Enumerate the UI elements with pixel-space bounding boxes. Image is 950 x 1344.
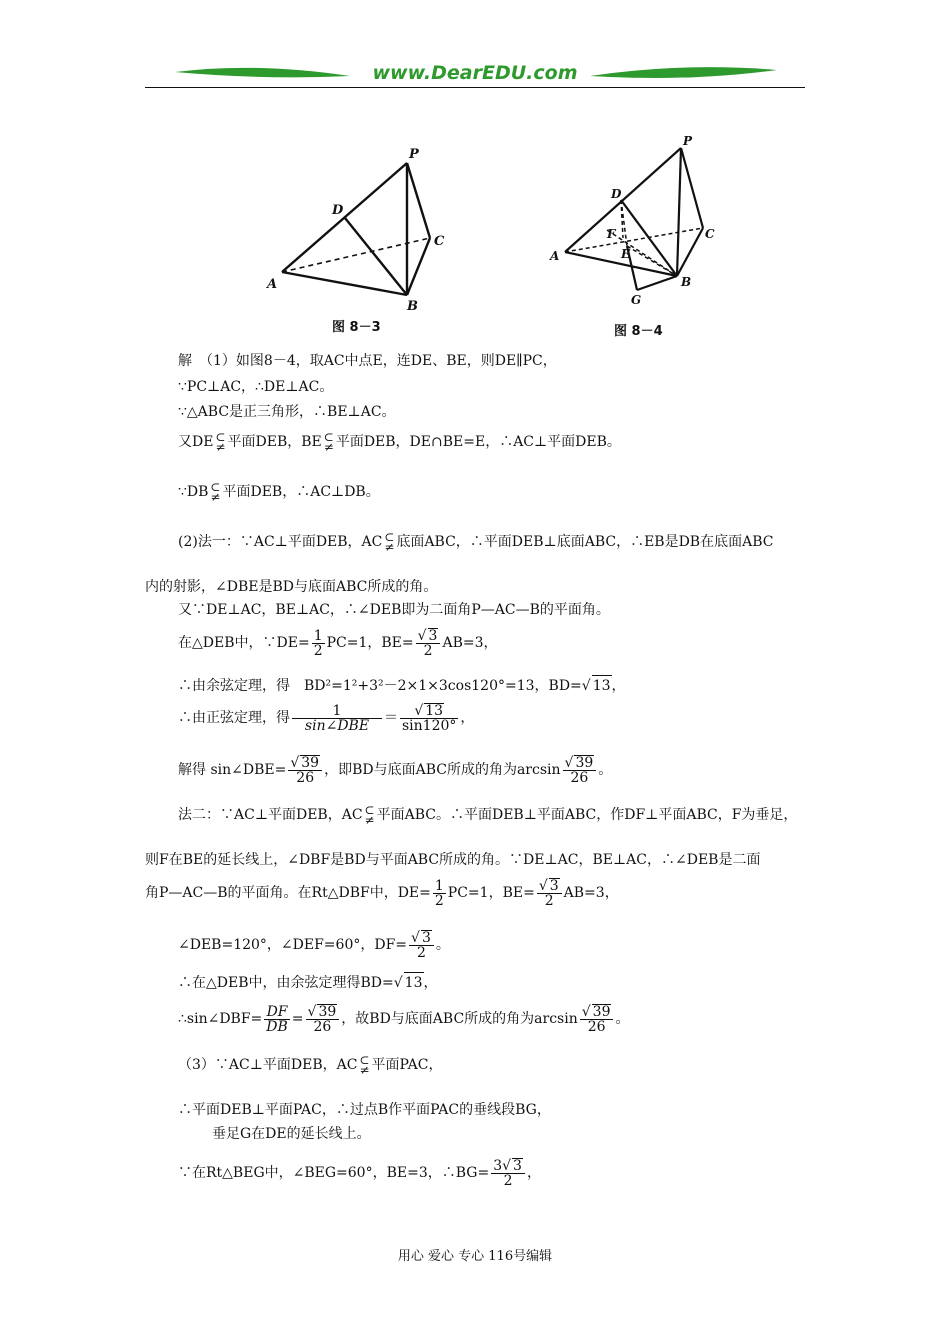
fraction-sqrt39-over-26: $\frac{√ 39}{26}$ xyxy=(288,755,322,785)
label-b: B xyxy=(681,275,692,289)
fraction-sqrt3-over-2: $\frac{√ 3}{2}$ xyxy=(409,930,434,960)
figure-8-3 xyxy=(262,140,462,340)
line-5: ∵DB ⊂ ≠ 平面DEB，∴AC⊥DB。 xyxy=(178,480,380,504)
line-21: 垂足G在DE的延长线上。 xyxy=(212,1126,371,1142)
fraction-df-over-db: $\frac{DF}{DB}$ xyxy=(266,1003,288,1035)
label-c: C xyxy=(434,234,445,249)
header-banner xyxy=(145,60,805,90)
fraction-one-half: $\frac{1}{2}$ xyxy=(313,627,323,659)
fraction-sqrt39-over-26: $\frac{√ 39}{26}$ xyxy=(306,1004,340,1034)
label-c: C xyxy=(705,227,715,241)
line-22: ∵在Rt△BEG中，∠BEG=60°，BE=3，∴BG= $\frac{3√ 3}{2}$ ， xyxy=(178,1158,541,1189)
fraction-sqrt3-over-2: $\frac{√ 3}{2}$ xyxy=(416,628,441,658)
line-15: 角P—AC—B的平面角。在Rt△DBF中，DE= $\frac{1}{2}$ PC=1，BE= $\frac{√ 3}{2}$ AB=3， xyxy=(145,877,619,909)
label-f: F xyxy=(607,227,616,241)
fraction-3sqrt3-over-2: $\frac{3√ 3}{2}$ xyxy=(491,1158,525,1188)
line-1: 解 （1）如图8－4，取AC中点E，连DE、BE，则DE∥PC， xyxy=(178,353,557,369)
figure-8-3-caption: 图 8－3 xyxy=(332,320,381,335)
label-d: D xyxy=(611,187,622,201)
line-16: ∠DEB=120°，∠DEF=60°，DF= $\frac{√ 3}{2}$ 。 xyxy=(178,930,450,961)
subset-symbol: ⊂ ≠ xyxy=(323,430,334,454)
fraction-sqrt3-over-2: $\frac{√ 3}{2}$ xyxy=(537,878,562,908)
line-19: （3）∵AC⊥平面DEB，AC ⊂ ≠ 平面PAC， xyxy=(178,1053,443,1077)
fraction-1-over-sin-dbe: $\frac{1}{\text{sin∠DBE}}$ xyxy=(292,704,382,733)
line-9: 在△DEB中，∵DE= $\frac{1}{2}$ PC=1，BE= $\frac{√ 3}{2}$ AB=3， xyxy=(178,627,498,659)
label-b: B xyxy=(407,299,418,314)
label-a: A xyxy=(267,277,278,292)
label-d: D xyxy=(332,203,344,218)
line-13: 法二：∵AC⊥平面DEB，AC ⊂ ≠ 平面ABC。∴平面DEB⊥平面ABC，作DF⊥平面ABC，F为垂足， xyxy=(178,803,798,827)
label-g: G xyxy=(631,293,642,307)
line-20: ∴平面DEB⊥平面PAC，∴过点B作平面PAC的垂线段BG， xyxy=(178,1102,551,1118)
line-3: ∵△ABC是正三角形，∴BE⊥AC。 xyxy=(178,404,396,420)
subset-symbol: ⊂ ≠ xyxy=(384,530,395,554)
fraction-sqrt13-over-sin120: $\frac{√ 13}{\sin 120^\circ}$ xyxy=(402,703,457,734)
line-6: (2)法一：∵AC⊥平面DEB，AC ⊂ ≠ 底面ABC，∴平面DEB⊥底面ABC，∴EB是DB在底面ABC xyxy=(178,530,774,554)
line-4: 又DE ⊂ ≠ 平面DEB，BE ⊂ ≠ 平面DEB，DE∩BE=E，∴AC⊥平面DEB。 xyxy=(178,430,621,454)
line-7: 内的射影，∠DBE是BD与底面ABC所成的角。 xyxy=(145,579,438,595)
line-10: ∴由余弦定理，得 BD²=1²+3²－2×1×3cos120°=13，BD=√ 13， xyxy=(178,675,626,696)
line-12: 解得 sin∠DBE= $\frac{√ 39}{26}$ ，即BD与底面ABC所成的角为arcsin $\frac{√ 39}{26}$ 。 xyxy=(178,755,613,786)
line-8: 又∵DE⊥AC，BE⊥AC，∴∠DEB即为二面角P—AC—B的平面角。 xyxy=(178,602,610,618)
line-14: 则F在BE的延长线上，∠DBF是BD与平面ABC所成的角。∵DE⊥AC，BE⊥AC，∴∠DEB是二面 xyxy=(145,852,761,868)
line-17: ∴在△DEB中，由余弦定理得BD=√ 13， xyxy=(178,972,438,993)
subset-symbol: ⊂ ≠ xyxy=(364,803,375,827)
figure-8-4 xyxy=(545,130,735,320)
line-18: ∴sin∠DBF= $\frac{DF}{DB}$ = $\frac{√ 39}{26}$ ，故BD与底面ABC所成的角为arcsin $\frac{√ 39}{26}$ 。 xyxy=(178,1003,630,1035)
subset-symbol: ⊂ ≠ xyxy=(210,480,221,504)
figure-8-4-caption: 图 8－4 xyxy=(614,324,663,339)
label-p: P xyxy=(409,147,419,162)
fraction-sqrt39-over-26: $\frac{√ 39}{26}$ xyxy=(563,755,597,785)
header-rule xyxy=(145,87,805,88)
subset-symbol: ⊂ ≠ xyxy=(215,430,226,454)
line-2: ∵PC⊥AC，∴DE⊥AC。 xyxy=(178,379,334,395)
label-e: E xyxy=(621,247,631,261)
subset-symbol: ⊂ ≠ xyxy=(359,1053,370,1077)
label-a: A xyxy=(550,249,560,263)
fraction-one-half: $\frac{1}{2}$ xyxy=(434,877,444,909)
page-footer: 用心 爱心 专心 116号编辑 xyxy=(397,1249,553,1264)
label-p: P xyxy=(683,134,693,148)
fraction-sqrt39-over-26: $\frac{√ 39}{26}$ xyxy=(580,1004,614,1034)
site-name: www.DearEDU.com xyxy=(372,62,578,84)
line-11: ∴由正弦定理，得 $\frac{1}{\text{sin∠DBE}}$ ＝ $\frac{√ 13}{\sin 120^\circ}$ ， xyxy=(178,702,475,734)
